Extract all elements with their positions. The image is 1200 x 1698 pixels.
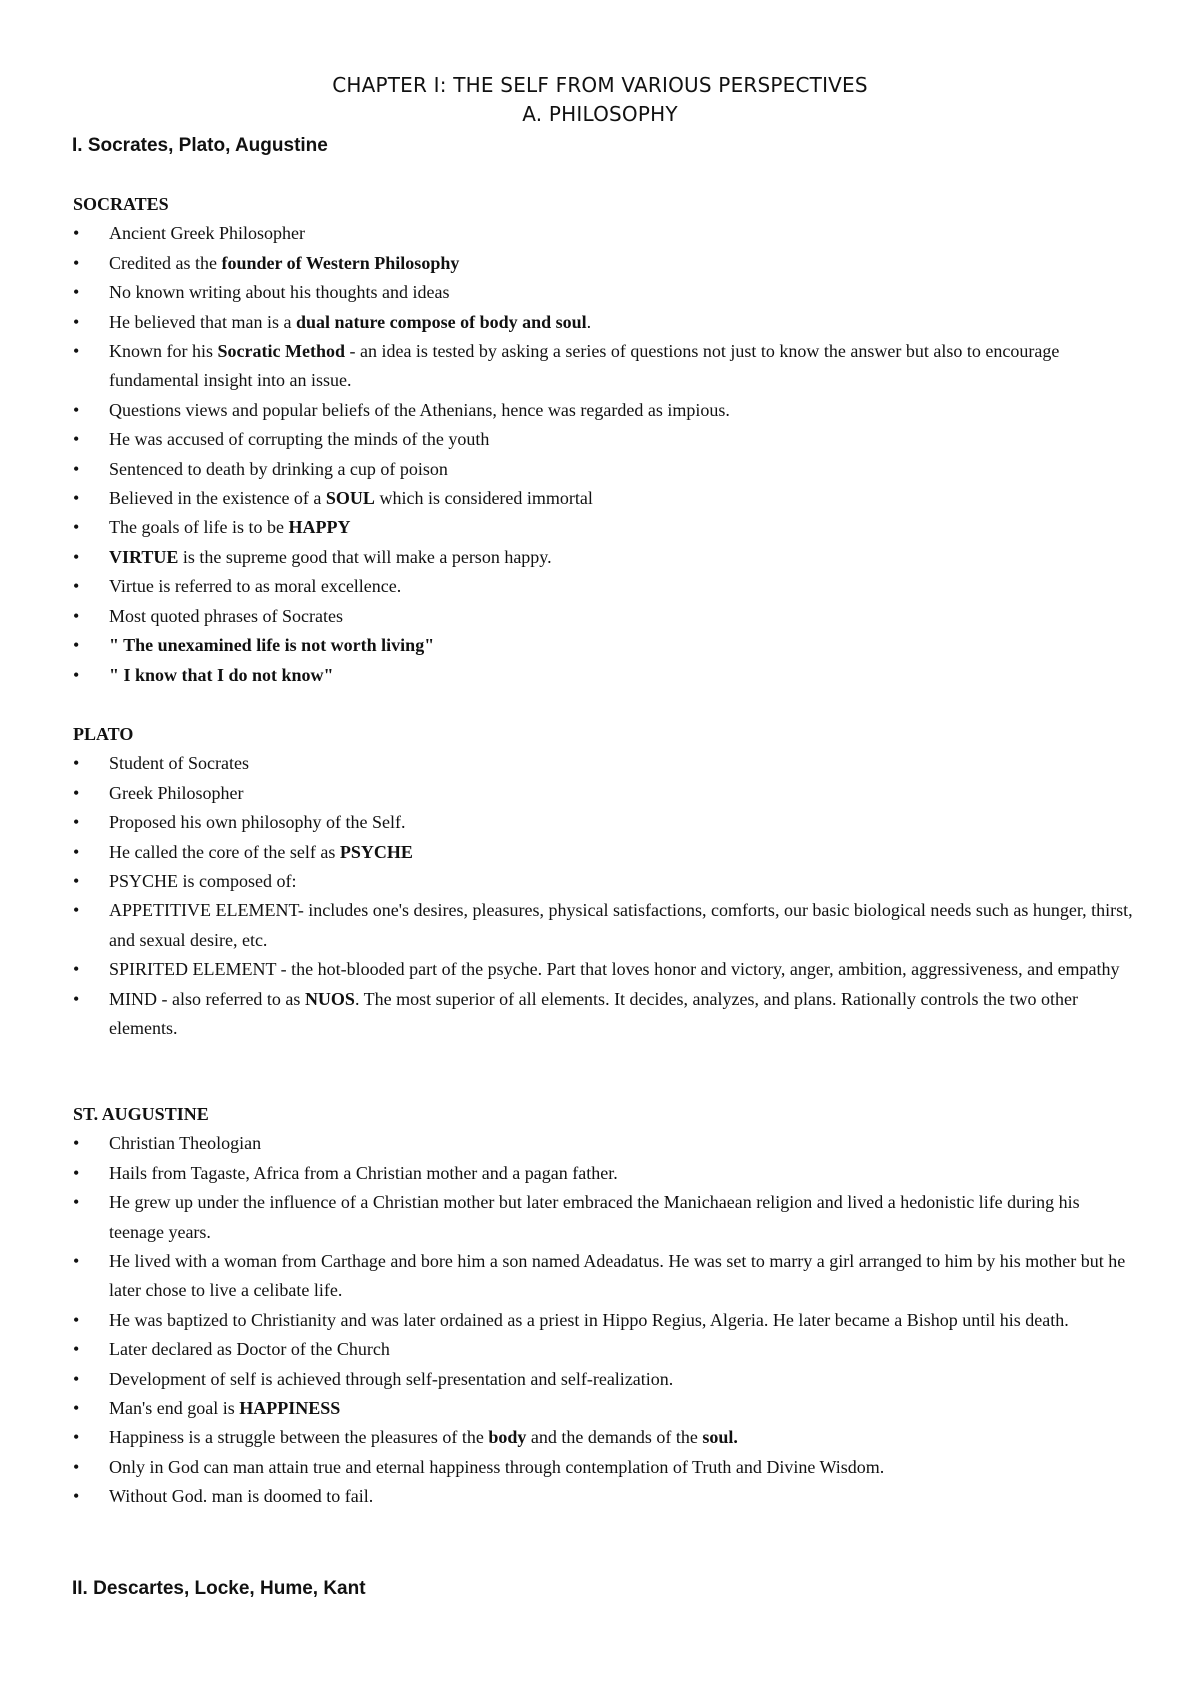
list-item (73, 1188, 1133, 1247)
bullet-icon: • (73, 429, 80, 450)
list-item (73, 779, 1133, 808)
list-item (73, 1423, 1133, 1452)
item-text: Proposed his own philosophy of the Self. (109, 812, 406, 833)
section-plato (73, 720, 1133, 1043)
bullet-icon: • (73, 1309, 80, 1330)
item-text: He was accused of corrupting the minds of the youth (109, 429, 490, 450)
bullet-icon: • (73, 753, 80, 774)
bullet-list (73, 749, 1133, 1043)
list-item (73, 1394, 1133, 1423)
item-text: He was baptized to Christianity and was later ordained as a priest in Hippo Regius, Algeria. He later became a Bishop until his death. (109, 1309, 1069, 1330)
bullet-icon: • (73, 517, 80, 538)
bullet-icon: • (73, 664, 80, 685)
item-text: Credited as the (109, 252, 222, 273)
item-text: Later declared as Doctor of the Church (109, 1339, 390, 1360)
bullet-icon: • (73, 841, 80, 862)
item-text: Without God. man is doomed to fail. (109, 1486, 374, 1507)
list-item (73, 308, 1133, 337)
item-text: . (586, 311, 592, 332)
item-text: Virtue is referred to as moral excellence. (109, 576, 402, 597)
bullet-icon: • (73, 635, 80, 656)
bullet-icon: • (73, 488, 80, 509)
bold-text: PSYCHE (339, 841, 413, 862)
list-item (73, 455, 1133, 484)
section-heading: ST. AUGUSTINE (73, 1104, 209, 1124)
item-text: and the demands of the (526, 1427, 703, 1448)
list-item (73, 572, 1133, 601)
bullet-icon: • (73, 282, 80, 303)
item-text: Greek Philosopher (109, 782, 244, 803)
list-item (73, 896, 1133, 955)
item-text: Happiness is a struggle between the pleasures of the (109, 1427, 489, 1448)
item-text: Student of Socrates (109, 753, 249, 774)
bullet-icon: • (73, 576, 80, 597)
bullet-icon: • (73, 1368, 80, 1389)
bullet-icon: • (73, 458, 80, 479)
list-item (73, 808, 1133, 837)
section-augustine (73, 1100, 1133, 1512)
list-item (73, 1247, 1133, 1306)
list-item (73, 1306, 1133, 1335)
item-text: Christian Theologian (109, 1133, 262, 1154)
list-item (73, 661, 1133, 690)
bullet-icon: • (73, 782, 80, 803)
bullet-icon: • (73, 311, 80, 332)
bold-text: SOUL (325, 488, 375, 509)
item-text: He called the core of the self as (109, 841, 340, 862)
item-text: He lived with a woman from Carthage and bore him a son named Adeadatus. He was set to marry a girl arranged to him by his mother but he later chose to live a celibate life. (109, 1251, 1126, 1301)
bullet-list (73, 219, 1133, 690)
bold-text: founder of Western Philosophy (221, 252, 460, 273)
bullet-icon: • (73, 959, 80, 980)
bullet-icon: • (73, 341, 80, 362)
item-text: He grew up under the influence of a Christian mother but later embraced the Manichaean religion and lived a hedonistic life during his teenage years. (109, 1192, 1080, 1242)
list-item (73, 955, 1133, 984)
item-text: APPETITIVE ELEMENT- includes one's desires, pleasures, physical satisfactions, comforts, our basic biological needs such as hunger, thirst, and sexual desire, etc. (109, 900, 1133, 950)
bullet-icon: • (73, 223, 80, 244)
list-item (73, 1482, 1133, 1511)
item-text: The goals of life is to be (109, 517, 289, 538)
bullet-icon: • (73, 1486, 80, 1507)
bold-text: body (488, 1427, 527, 1448)
item-text: Hails from Tagaste, Africa from a Christian mother and a pagan father. (109, 1162, 618, 1183)
bullet-icon: • (73, 1162, 80, 1183)
bold-text: dual nature compose of body and soul (295, 311, 587, 332)
item-text: is the supreme good that will make a person happy. (178, 546, 552, 567)
part-heading-2: II. Descartes, Locke, Hume, Kant (72, 1578, 366, 1599)
list-item (73, 631, 1133, 660)
bullet-icon: • (73, 605, 80, 626)
section-heading: PLATO (73, 724, 134, 744)
list-item (73, 1365, 1133, 1394)
list-item (73, 219, 1133, 248)
bullet-list (73, 1129, 1133, 1511)
item-text: Development of self is achieved through self-presentation and self-realization. (109, 1368, 674, 1389)
chapter-title: CHAPTER I: THE SELF FROM VARIOUS PERSPECTIVES (332, 73, 868, 97)
list-item (73, 1159, 1133, 1188)
section-title: A. PHILOSOPHY (522, 102, 678, 126)
list-item (73, 249, 1133, 278)
item-text: Man's end goal is (109, 1398, 240, 1419)
list-item (73, 602, 1133, 631)
list-item (73, 513, 1133, 542)
list-item (73, 396, 1133, 425)
item-text: Most quoted phrases of Socrates (109, 605, 343, 626)
bold-text: VIRTUE (109, 546, 179, 567)
bold-text: NUOS (304, 988, 355, 1009)
list-item (73, 1335, 1133, 1364)
item-text: Questions views and popular beliefs of the Athenians, hence was regarded as impious. (109, 399, 730, 420)
bold-text: HAPPY (288, 517, 351, 538)
item-text: Sentenced to death by drinking a cup of poison (109, 458, 448, 479)
list-item (73, 278, 1133, 307)
bullet-icon: • (73, 871, 80, 892)
item-text: which is considered immortal (374, 488, 593, 509)
bullet-icon: • (73, 546, 80, 567)
item-text: MIND - also referred to as (109, 988, 305, 1009)
item-text: SPIRITED ELEMENT - the hot-blooded part of the psyche. Part that loves honor and victory, anger, ambition, aggressiveness, and empathy (109, 959, 1120, 980)
item-text: Known for his (109, 341, 218, 362)
item-text: Believed in the existence of a (109, 488, 326, 509)
bold-text: soul. (702, 1427, 738, 1448)
list-item (73, 867, 1133, 896)
bullet-icon: • (73, 1398, 80, 1419)
item-text: - an idea is tested by asking a series of questions not just to know the answer but also to encourage fundamental insight into an issue. (109, 341, 1060, 391)
bullet-icon: • (73, 988, 80, 1009)
part-heading-1: I. Socrates, Plato, Augustine (72, 135, 328, 156)
bold-text: Socratic Method (217, 341, 345, 362)
bullet-icon: • (73, 1192, 80, 1213)
item-text: . The most superior of all elements. It decides, analyzes, and plans. Rationally controls the two other elements. (109, 988, 1078, 1039)
list-item (73, 337, 1133, 396)
list-item (73, 749, 1133, 778)
bold-text: " The unexamined life is not worth living" (109, 635, 435, 656)
item-text: Only in God can man attain true and eternal happiness through contemplation of Truth and Divine Wisdom. (109, 1456, 885, 1477)
item-text: No known writing about his thoughts and ideas (109, 282, 450, 303)
bullet-icon: • (73, 1251, 80, 1272)
item-text: Ancient Greek Philosopher (109, 223, 305, 244)
bullet-icon: • (73, 252, 80, 273)
bullet-icon: • (73, 812, 80, 833)
bold-text: " I know that I do not know" (109, 664, 334, 685)
bold-text: HAPPINESS (239, 1398, 341, 1419)
list-item (73, 1129, 1133, 1158)
list-item (73, 985, 1133, 1044)
list-item (73, 543, 1133, 572)
bullet-icon: • (73, 1339, 80, 1360)
list-item (73, 838, 1133, 867)
item-text: He believed that man is a (109, 311, 296, 332)
list-item (73, 484, 1133, 513)
section-heading: SOCRATES (73, 194, 169, 214)
list-item (73, 1453, 1133, 1482)
bullet-icon: • (73, 1133, 80, 1154)
bullet-icon: • (73, 900, 80, 921)
bullet-icon: • (73, 1427, 80, 1448)
list-item (73, 425, 1133, 454)
item-text: PSYCHE is composed of: (109, 871, 297, 892)
bullet-icon: • (73, 399, 80, 420)
section-socrates (73, 190, 1133, 690)
bullet-icon: • (73, 1456, 80, 1477)
